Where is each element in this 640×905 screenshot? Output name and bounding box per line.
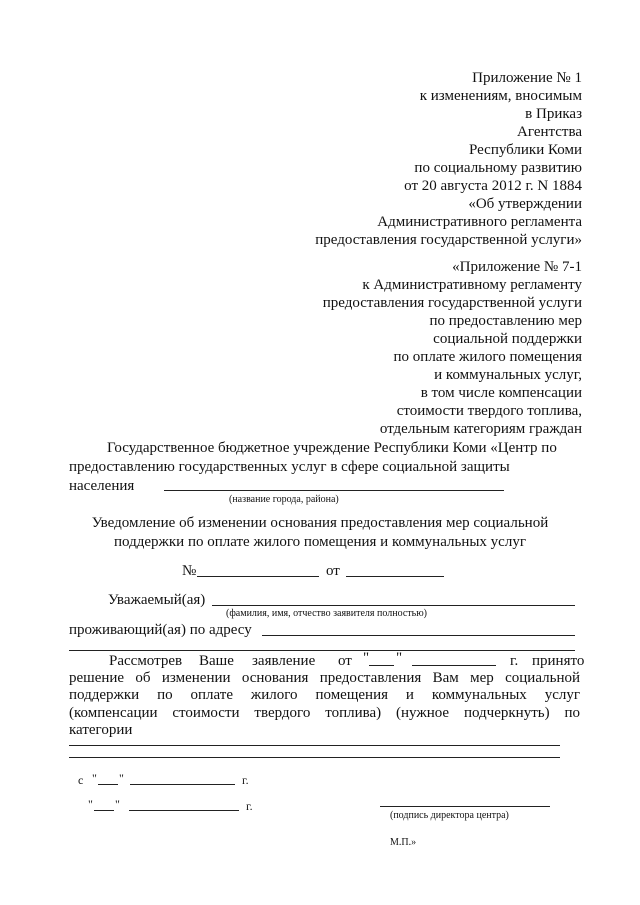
date-from-label: от xyxy=(326,563,340,579)
body-word: Ваше xyxy=(199,653,234,669)
appendix-7-line: в том числе компенсации xyxy=(420,385,582,401)
appendix-1-line: к изменениям, вносимым xyxy=(419,88,582,104)
body-line-5: категории xyxy=(69,722,133,738)
appendix-1-line: Административного регламента xyxy=(377,214,582,230)
appendix-7-1-header xyxy=(323,258,582,438)
appendix-1-line: Приложение № 1 xyxy=(472,70,582,86)
appendix-1-line: «Об утверждении xyxy=(468,196,582,212)
body-word: заявление xyxy=(252,653,316,669)
address-field[interactable] xyxy=(262,635,575,636)
period-from-month-field[interactable] xyxy=(130,784,235,785)
period-to-month-field[interactable] xyxy=(129,810,239,811)
quote-close: " xyxy=(119,771,124,785)
appendix-7-line: по предоставлению мер xyxy=(429,313,582,329)
period-to-year-suffix: г. xyxy=(246,799,253,813)
application-day-field[interactable] xyxy=(369,665,394,666)
application-month-field[interactable] xyxy=(412,665,496,666)
director-signature-field[interactable] xyxy=(380,806,550,807)
body-word: " xyxy=(363,650,370,666)
appendix-7-line: «Приложение № 7-1 xyxy=(452,259,582,275)
category-field-continuation[interactable] xyxy=(69,757,560,758)
period-to-day-field[interactable] xyxy=(94,810,114,811)
address-label: проживающий(ая) по адресу xyxy=(69,622,252,638)
city-district-caption: (название города, района) xyxy=(229,494,339,505)
appendix-7-line: и коммунальных услуг, xyxy=(434,367,582,383)
body-line-3: поддержки по оплате жилого помещения и коммунальных услуг xyxy=(69,687,580,703)
period-from-prefix: с xyxy=(78,773,84,787)
institution-line-2: предоставлению государственных услуг в сфере социальной защиты xyxy=(69,459,510,475)
appendix-1-line: Агентства xyxy=(517,124,582,140)
body-word: Рассмотрев xyxy=(109,653,183,669)
institution-line-1: Государственное бюджетное учреждение Республики Коми «Центр по xyxy=(107,440,557,456)
appendix-7-line: по оплате жилого помещения xyxy=(393,349,582,365)
quote-open: " xyxy=(88,797,93,811)
seal-label: М.П.» xyxy=(390,837,417,848)
notice-number-field[interactable] xyxy=(197,576,319,577)
category-field[interactable] xyxy=(69,745,560,746)
appendix-7-line: стоимости твердого топлива, xyxy=(396,403,582,419)
number-label: № xyxy=(182,563,197,579)
body-line-2: решение об изменении основания предоставления Вам мер социальной xyxy=(69,670,580,686)
appendix-7-line: социальной поддержки xyxy=(433,331,582,347)
notice-date-field[interactable] xyxy=(346,576,444,577)
quote-open: " xyxy=(92,771,97,785)
address-field-continuation[interactable] xyxy=(69,650,575,651)
appendix-7-line: отдельным категориям граждан xyxy=(379,421,582,437)
body-word: " xyxy=(396,650,403,666)
period-from-year-suffix: г. xyxy=(242,773,249,787)
body-word: принято xyxy=(532,653,585,669)
notice-title-line-2: поддержки по оплате жилого помещения и коммунальных услуг xyxy=(114,534,526,550)
body-line-4: (компенсации стоимости твердого топлива) (нужное подчеркнуть) по xyxy=(69,705,580,721)
city-district-field[interactable] xyxy=(164,490,504,491)
body-word: г. xyxy=(510,653,519,669)
appendix-1-line: предоставления государственной услуги» xyxy=(315,232,582,248)
appendix-1-line: от 20 августа 2012 г. N 1884 xyxy=(404,178,582,194)
quote-close: " xyxy=(115,797,120,811)
appendix-7-line: предоставления государственной услуги xyxy=(322,295,582,311)
appendix-7-line: к Административному регламенту xyxy=(362,277,582,293)
institution-line-3: населения xyxy=(69,478,135,494)
body-word: от xyxy=(338,653,352,669)
dear-label: Уважаемый(ая) xyxy=(108,592,206,608)
applicant-name-field[interactable] xyxy=(212,605,575,606)
appendix-1-line: в Приказ xyxy=(525,106,582,122)
appendix-1-line: Республики Коми xyxy=(469,142,582,158)
applicant-name-caption: (фамилия, имя, отчество заявителя полностью) xyxy=(226,608,428,619)
appendix-1-line: по социальному развитию xyxy=(414,160,582,176)
period-from-day-field[interactable] xyxy=(98,784,118,785)
notice-title-line-1: Уведомление об изменении основания предоставления мер социальной xyxy=(91,515,549,531)
appendix-1-header xyxy=(315,69,582,249)
signature-caption: (подпись директора центра) xyxy=(390,810,509,821)
